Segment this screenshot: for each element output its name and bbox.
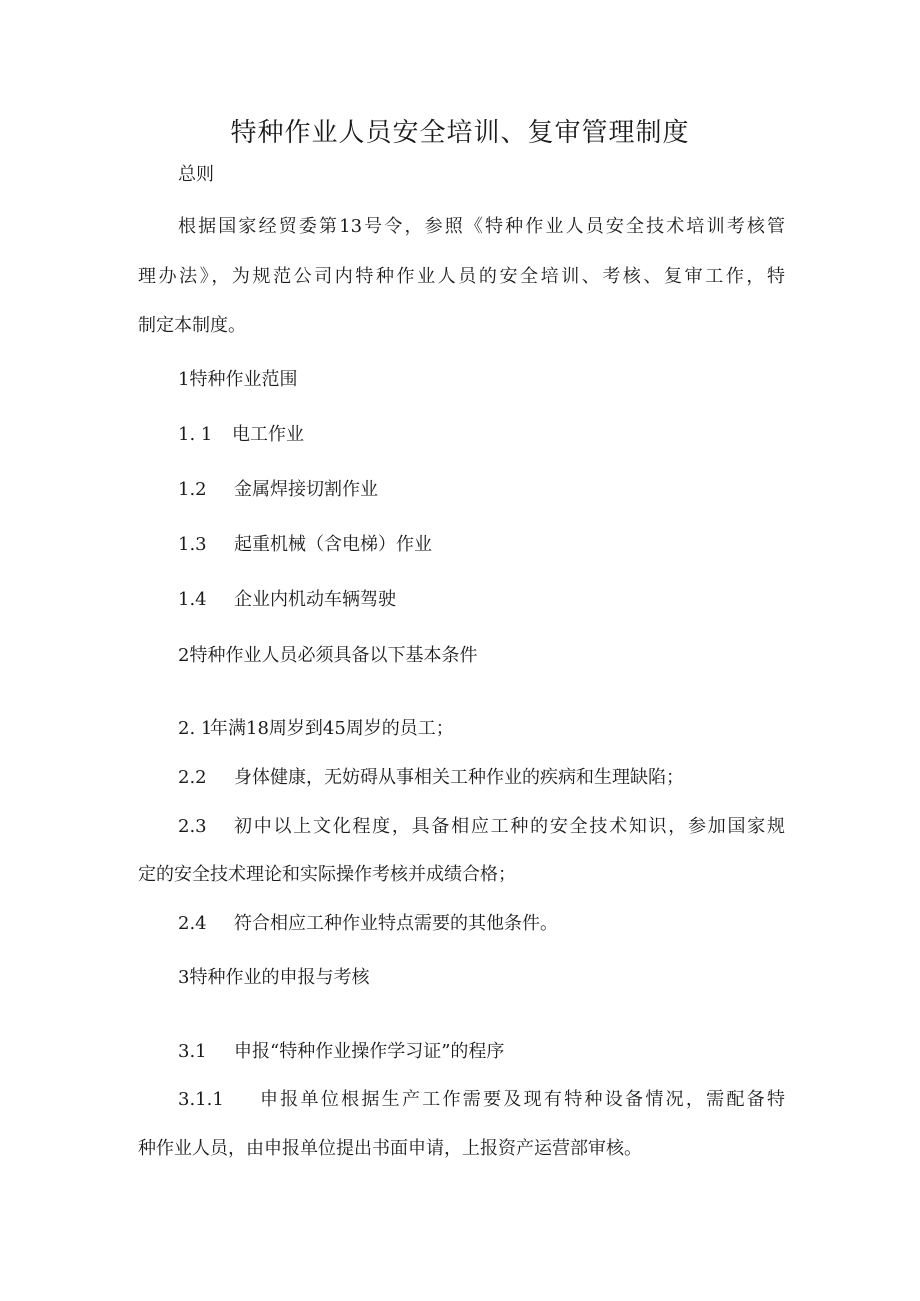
item-text: 符合相应工种作业特点需要的其他条件。 xyxy=(234,913,558,934)
item-number: 3.1 xyxy=(178,1041,207,1062)
item-text: 身体健康，无妨碍从事相关工种作业的疾病和生理缺陷； xyxy=(234,767,684,788)
section1-heading: 1特种作业范围 xyxy=(178,369,298,390)
document-title: 特种作业人员安全培训、复审管理制度 xyxy=(230,118,690,148)
section3-heading: 3特种作业的申报与考核 xyxy=(178,967,370,988)
item-number: 2.3 xyxy=(178,816,207,837)
section3-item xyxy=(178,1041,504,1063)
intro-line-2: 理办法》，为规范公司内特种作业人员的安全培训、考核、复审工作，特 xyxy=(138,266,785,287)
section2-heading: 2特种作业人员必须具备以下基本条件 xyxy=(178,645,478,666)
section3-item xyxy=(178,1089,785,1111)
section1-item xyxy=(178,534,432,556)
section1-item xyxy=(178,479,378,501)
item-text: 申报“特种作业操作学习证”的程序 xyxy=(234,1041,505,1062)
item-number: 2.4 xyxy=(178,913,207,934)
item-text: 申报单位根据生产工作需要及现有特种设备情况，需配备特 xyxy=(260,1089,785,1110)
section2-item-continuation: 定的安全技术理论和实际操作考核并成绩合格； xyxy=(138,864,516,885)
section1-item xyxy=(178,424,304,446)
section3-item-continuation: 种作业人员，由申报单位提出书面申请，上报资产运营部审核。 xyxy=(138,1138,642,1159)
intro-line-3: 制定本制度。 xyxy=(138,315,246,336)
item-number: 1.4 xyxy=(178,589,207,610)
item-number: 1.3 xyxy=(178,534,207,555)
intro-line-1: 根据国家经贸委第13号令，参照《特种作业人员安全技术培训考核管 xyxy=(178,216,785,237)
item-text: 企业内机动车辆驾驶 xyxy=(234,589,396,610)
item-number: 1.2 xyxy=(178,479,207,500)
item-text: 年满18周岁到45周岁的员工； xyxy=(210,718,454,739)
section2-item xyxy=(178,913,558,935)
item-text: 金属焊接切割作业 xyxy=(234,479,378,500)
section2-item xyxy=(178,718,454,740)
heading-general: 总则 xyxy=(178,164,214,185)
section2-item xyxy=(178,767,684,789)
item-number: 2. 1 xyxy=(178,718,213,739)
item-number: 1. 1 xyxy=(178,424,213,445)
item-text: 起重机械（含电梯）作业 xyxy=(234,534,432,555)
section1-item xyxy=(178,589,396,611)
section2-item xyxy=(178,816,785,838)
item-number: 2.2 xyxy=(178,767,207,788)
item-number: 3.1.1 xyxy=(178,1089,224,1110)
item-text: 初中以上文化程度，具备相应工种的安全技术知识，参加国家规 xyxy=(234,816,785,837)
item-text: 电工作业 xyxy=(232,424,304,445)
